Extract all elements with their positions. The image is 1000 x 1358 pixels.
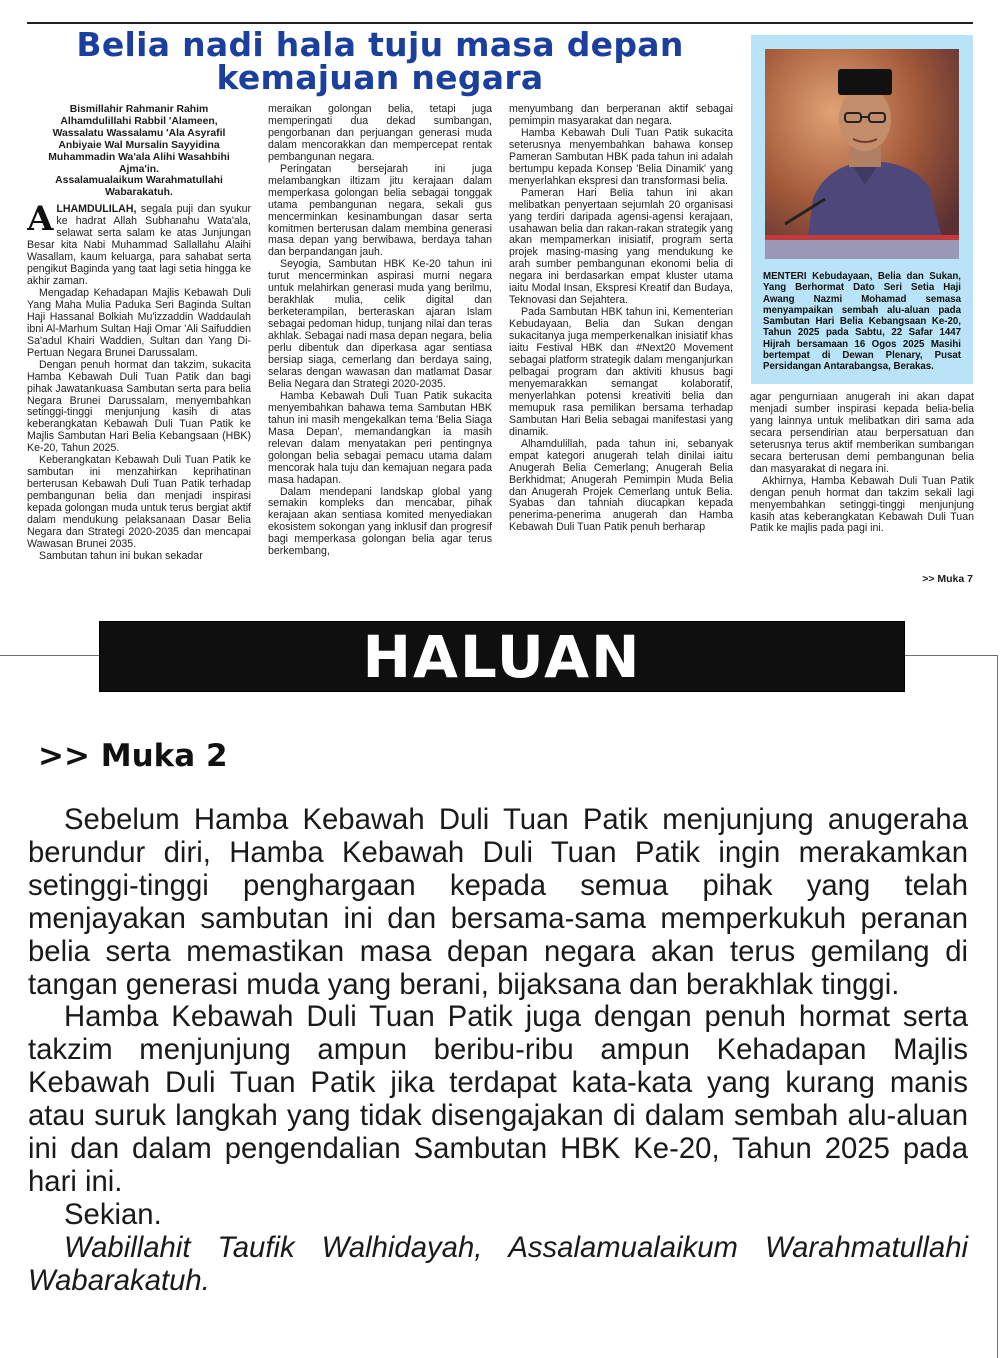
body-paragraph: Seyogia, Sambutan HBK Ke-20 tahun ini turut mencerminkan aspirasi murni negara untuk melahirkan generasi muda yang berilmu, berakhlak mulia, celik digital dan berketerampilan, berteraskan ajaran Islam sebagai pedoman hidup, tunjang nilai dan teras akhlak. Sebagai nadi masa depan negara, belia perlu dibentuk dan diperkasa agar sentiasa bersiap siaga, cemerlang dan berdaya saing, selaras dengan wawasan dan matlamat Dasar Belia Negara dan Strategi 2020-2035. — [268, 258, 492, 390]
salutation-line: Ajma'in. — [119, 163, 159, 175]
salutation-line: Muhammadin Wa'ala Alihi Wasahbihi — [48, 151, 230, 163]
article-headline — [30, 25, 730, 97]
top-rule — [27, 22, 973, 24]
article-column-3 — [509, 104, 733, 584]
article-column-4 — [750, 392, 974, 562]
minister-photo — [765, 49, 959, 259]
body-paragraph: Akhirnya, Hamba Kebawah Duli Tuan Patik dengan penuh hormat dan takzim sekali lagi menyembahkan setinggi-tinggi menjunjung kasih atas keberangkatan Kebawah Duli Tuan Patik ke majlis pada pagi ini. — [750, 474, 974, 535]
photo-caption: MENTERI Kebudayaan, Belia dan Sukan, Yang Berhormat Dato Seri Setia Haji Awang Nazmi Mohamad semasa menyampaikan sembah alu-aluan pada Sambutan Hari Belia Kebangsaan Ke-20, Tahun 2025 pada Sabtu, 22 Safar 1447 Hijrah bersamaan 16 Ogos 2025 Masihi bertempat di Dewan Plenary, Pusat Persidangan Antarabangsa, Berakas. — [763, 271, 961, 373]
continued-on-page-link[interactable]: >> Muka 7 — [922, 573, 973, 585]
body-paragraph: Sambutan tahun ini bukan sekadar — [39, 549, 203, 562]
haluan-paragraph: Hamba Kebawah Duli Tuan Patik juga dengan penuh hormat serta takzim menjunjung ampun beribu-ribu ampun Kehadapan Majlis Kebawah Duli Tuan Patik jika terdapat kata-kata yang kurang manis atau suruk langkah yang tidak disengajakan di dalam sembah alu-aluan ini dan dalam pengendalian Sambutan HBK Ke-20, Tahun 2025 pada hari ini. — [28, 1000, 968, 1198]
haluan-body — [28, 804, 968, 1298]
body-paragraph: meraikan golongan belia, tetapi juga memperingati dua dekad sumbangan, pengorbanan dan perjuangan generasi muda dalam mencorakkan dan mempercepat rentak pembangunan negara. — [268, 104, 492, 163]
headline-line-1: Belia nadi hala tuju masa depan — [76, 25, 684, 64]
article-column-2 — [268, 104, 492, 584]
body-paragraph: Pameran Hari Belia tahun ini akan melibatkan penyertaan sejumlah 20 organisasi yang terdiri daripada agensi-agensi kerajaan, usahawan belia dan rakan-rakan strategik yang akan mempamerkan inisiatif, program serta projek masing-masing yang mendukung ke arah sumber pembangunan ekonomi belia di negara ini berdasarkan empat kluster utama iaitu Modal Insan, Ekspresi Kreatif dan Budaya, Teknovasi dan Sejahtera. — [509, 186, 733, 307]
drop-cap: A — [27, 199, 54, 240]
haluan-closing: Wabillahit Taufik Walhidayah, Assalamualaikum Warahmatullahi Wabarakatuh. — [28, 1230, 968, 1297]
body-paragraph: menyumbang dan berperanan aktif sebagai pemimpin masyarakat dan negara. — [509, 104, 733, 127]
lead-paragraph — [27, 199, 251, 288]
salutation-line: Alhamdulillahi Rabbil 'Alameen, — [60, 115, 218, 127]
salutation-line: Wabarakatuh. — [105, 187, 173, 199]
continued-from-page-label: >> Muka 2 — [38, 738, 228, 774]
haluan-paragraph: Sebelum Hamba Kebawah Duli Tuan Patik menjunjung anugeraha berundur diri, Hamba Kebawah Duli Tuan Patik ingin merakamkan setinggi-tinggi penghargaan kepada semua pihak yang telah menjayakan sambutan ini dan bersama-sama memperkukuh peranan belia serta memastikan masa depan negara akan terus gemilang di tangan generasi muda yang berani, bijaksana dan berakhlak tinggi. — [28, 803, 968, 1001]
haluan-paragraph: Sekian. — [64, 1197, 162, 1231]
body-paragraph: Mengadap Kehadapan Majlis Kebawah Duli Yang Maha Mulia Paduka Seri Baginda Sultan Haji Hassanal Bolkiah Mu'izzaddin Waddaulah ibni Al-Marhum Sultan Haji Omar 'Ali Saifuddien Sa'adul Khairi Waddien, Sultan dan Yang Di-Pertuan Negara Brunei Darussalam. — [27, 286, 251, 359]
haluan-banner: HALUAN — [99, 621, 905, 692]
body-paragraph: Dengan penuh hormat dan takzim, sukacita Hamba Kebawah Duli Tuan Patik dan bagi pihak Jawatankuasa Sambutan serta para belia Negara Brunei Darussalam, menyembahkan setinggi-tinggi menjunjung kasih di atas keberangkatan Kebawah Duli Tuan Patik ke Majlis Sambutan Hari Belia Kebangsaan (HBK) Ke-20, Tahun 2025. — [27, 358, 251, 455]
body-paragraph: Hamba Kebawah Duli Tuan Patik sukacita seterusnya menyembahkan bahawa konsep Pameran Sambutan HBK pada tahun ini adalah bertumpu kepada Konsep 'Belia Dinamik' yang menyerlahkan ekspresi dan transformasi belia. — [509, 126, 733, 187]
photo-box — [751, 35, 973, 384]
headline-line-2: kemajuan negara — [216, 58, 544, 97]
body-paragraph: Peringatan bersejarah ini juga melambangkan iltizam jitu kerajaan dalam memperkasa golongan belia sebagai tonggak utama pembangunan negara, sekali gus mencerminkan kesinambungan dasar serta komitmen berterusan dalam membina generasi masa depan yang berwibawa, berdaya tahan dan berpandangan jauh. — [268, 162, 492, 259]
salutation-line: Wassalatu Wassalamu 'Ala Asyrafil — [52, 127, 226, 139]
body-paragraph: Hamba Kebawah Duli Tuan Patik sukacita menyembahkan bahawa tema Sambutan HBK tahun ini masih mengekalkan tema 'Belia Siaga Masa Depan', memandangkan ia masih relevan dalam menyatakan peri pentingnya golongan belia sebagai pemacu utama dalam mencorak hala tuju dan kemajuan negara pada masa hadapan. — [268, 389, 492, 486]
body-paragraph: Dalam mendepani landskap global yang semakin kompleks dan mencabar, pihak kerajaan akan sentiasa komited menyediakan ekosistem sokongan yang inklusif dan progresif bagi memperkasa golongan belia agar terus berkembang, — [268, 485, 492, 558]
body-paragraph: Alhamdulillah, pada tahun ini, sebanyak empat kategori anugerah telah dinilai iaitu Anugerah Belia Cemerlang; Anugerah Belia Berkhidmat; Anugerah Pemimpin Muda Belia dan Anugerah Projek Cemerlang untuk Belia. Syabas dan tahniah diucapkan kepada penerima-penerima anugerah dan Hamba Kebawah Duli Tuan Patik penuh berharap — [509, 437, 733, 534]
body-paragraph: agar pengurniaan anugerah ini akan dapat menjadi sumber inspirasi kepada belia-belia yang lainnya untuk melibatkan diri sama ada secara persendirian atau berpersatuan dan seterusnya terus aktif memberikan sumbangan secara berterusan demi pembangunan belia dan masyarakat di negara ini. — [750, 392, 974, 475]
lead-caps: LHAMDULILAH, — [56, 203, 137, 216]
body-paragraph: Pada Sambutan HBK tahun ini, Kementerian Kebudayaan, Belia dan Sukan dengan sukacitanya juga memperkenalkan inisiatif khas iaitu Festival HBK dan #Next20 Movement sebagai platform strategik dalam menganjurkan pelbagai program dan aktiviti khusus bagi menyemarakkan semangat kolaboratif, menyerlahkan potensi kreativiti belia dan memupuk rasa pemilikan bersama terhadap Sambutan Hari Belia sebagai manifestasi yang dinamik. — [509, 306, 733, 438]
lead-text: segala puji dan syukur ke hadrat Allah Subhanahu Wata'ala, selawat serta salam ke atas Junjungan Besar kita Nabi Muhammad Sallallahu Alaihi Wasallam, kaum keluarga, para sahabat serta pengikut Baginda yang taat lagi setia hingga ke akhir zaman. — [27, 203, 251, 287]
article-column-1 — [27, 104, 251, 584]
salutation-line: Anbiyaie Wal Mursalin Sayyidina — [58, 139, 220, 151]
minister-illustration — [765, 49, 959, 259]
body-paragraph: Keberangkatan Kebawah Duli Tuan Patik ke sambutan ini menzahirkan keprihatinan berterusan Kebawah Duli Tuan Patik terhadap pembangunan belia dan menjadi inspirasi kepada golongan muda untuk terus bergiat aktif dalam mendukung pelaksanaan Dasar Belia Negara dan Strategi 2020-2035 dan mencapai Wawasan Brunei 2035. — [27, 454, 251, 550]
salutation-block — [37, 104, 241, 199]
salutation-line: Assalamualaikum Warahmatullahi — [55, 175, 223, 187]
salutation-line: Bismillahir Rahmanir Rahim — [69, 104, 209, 115]
